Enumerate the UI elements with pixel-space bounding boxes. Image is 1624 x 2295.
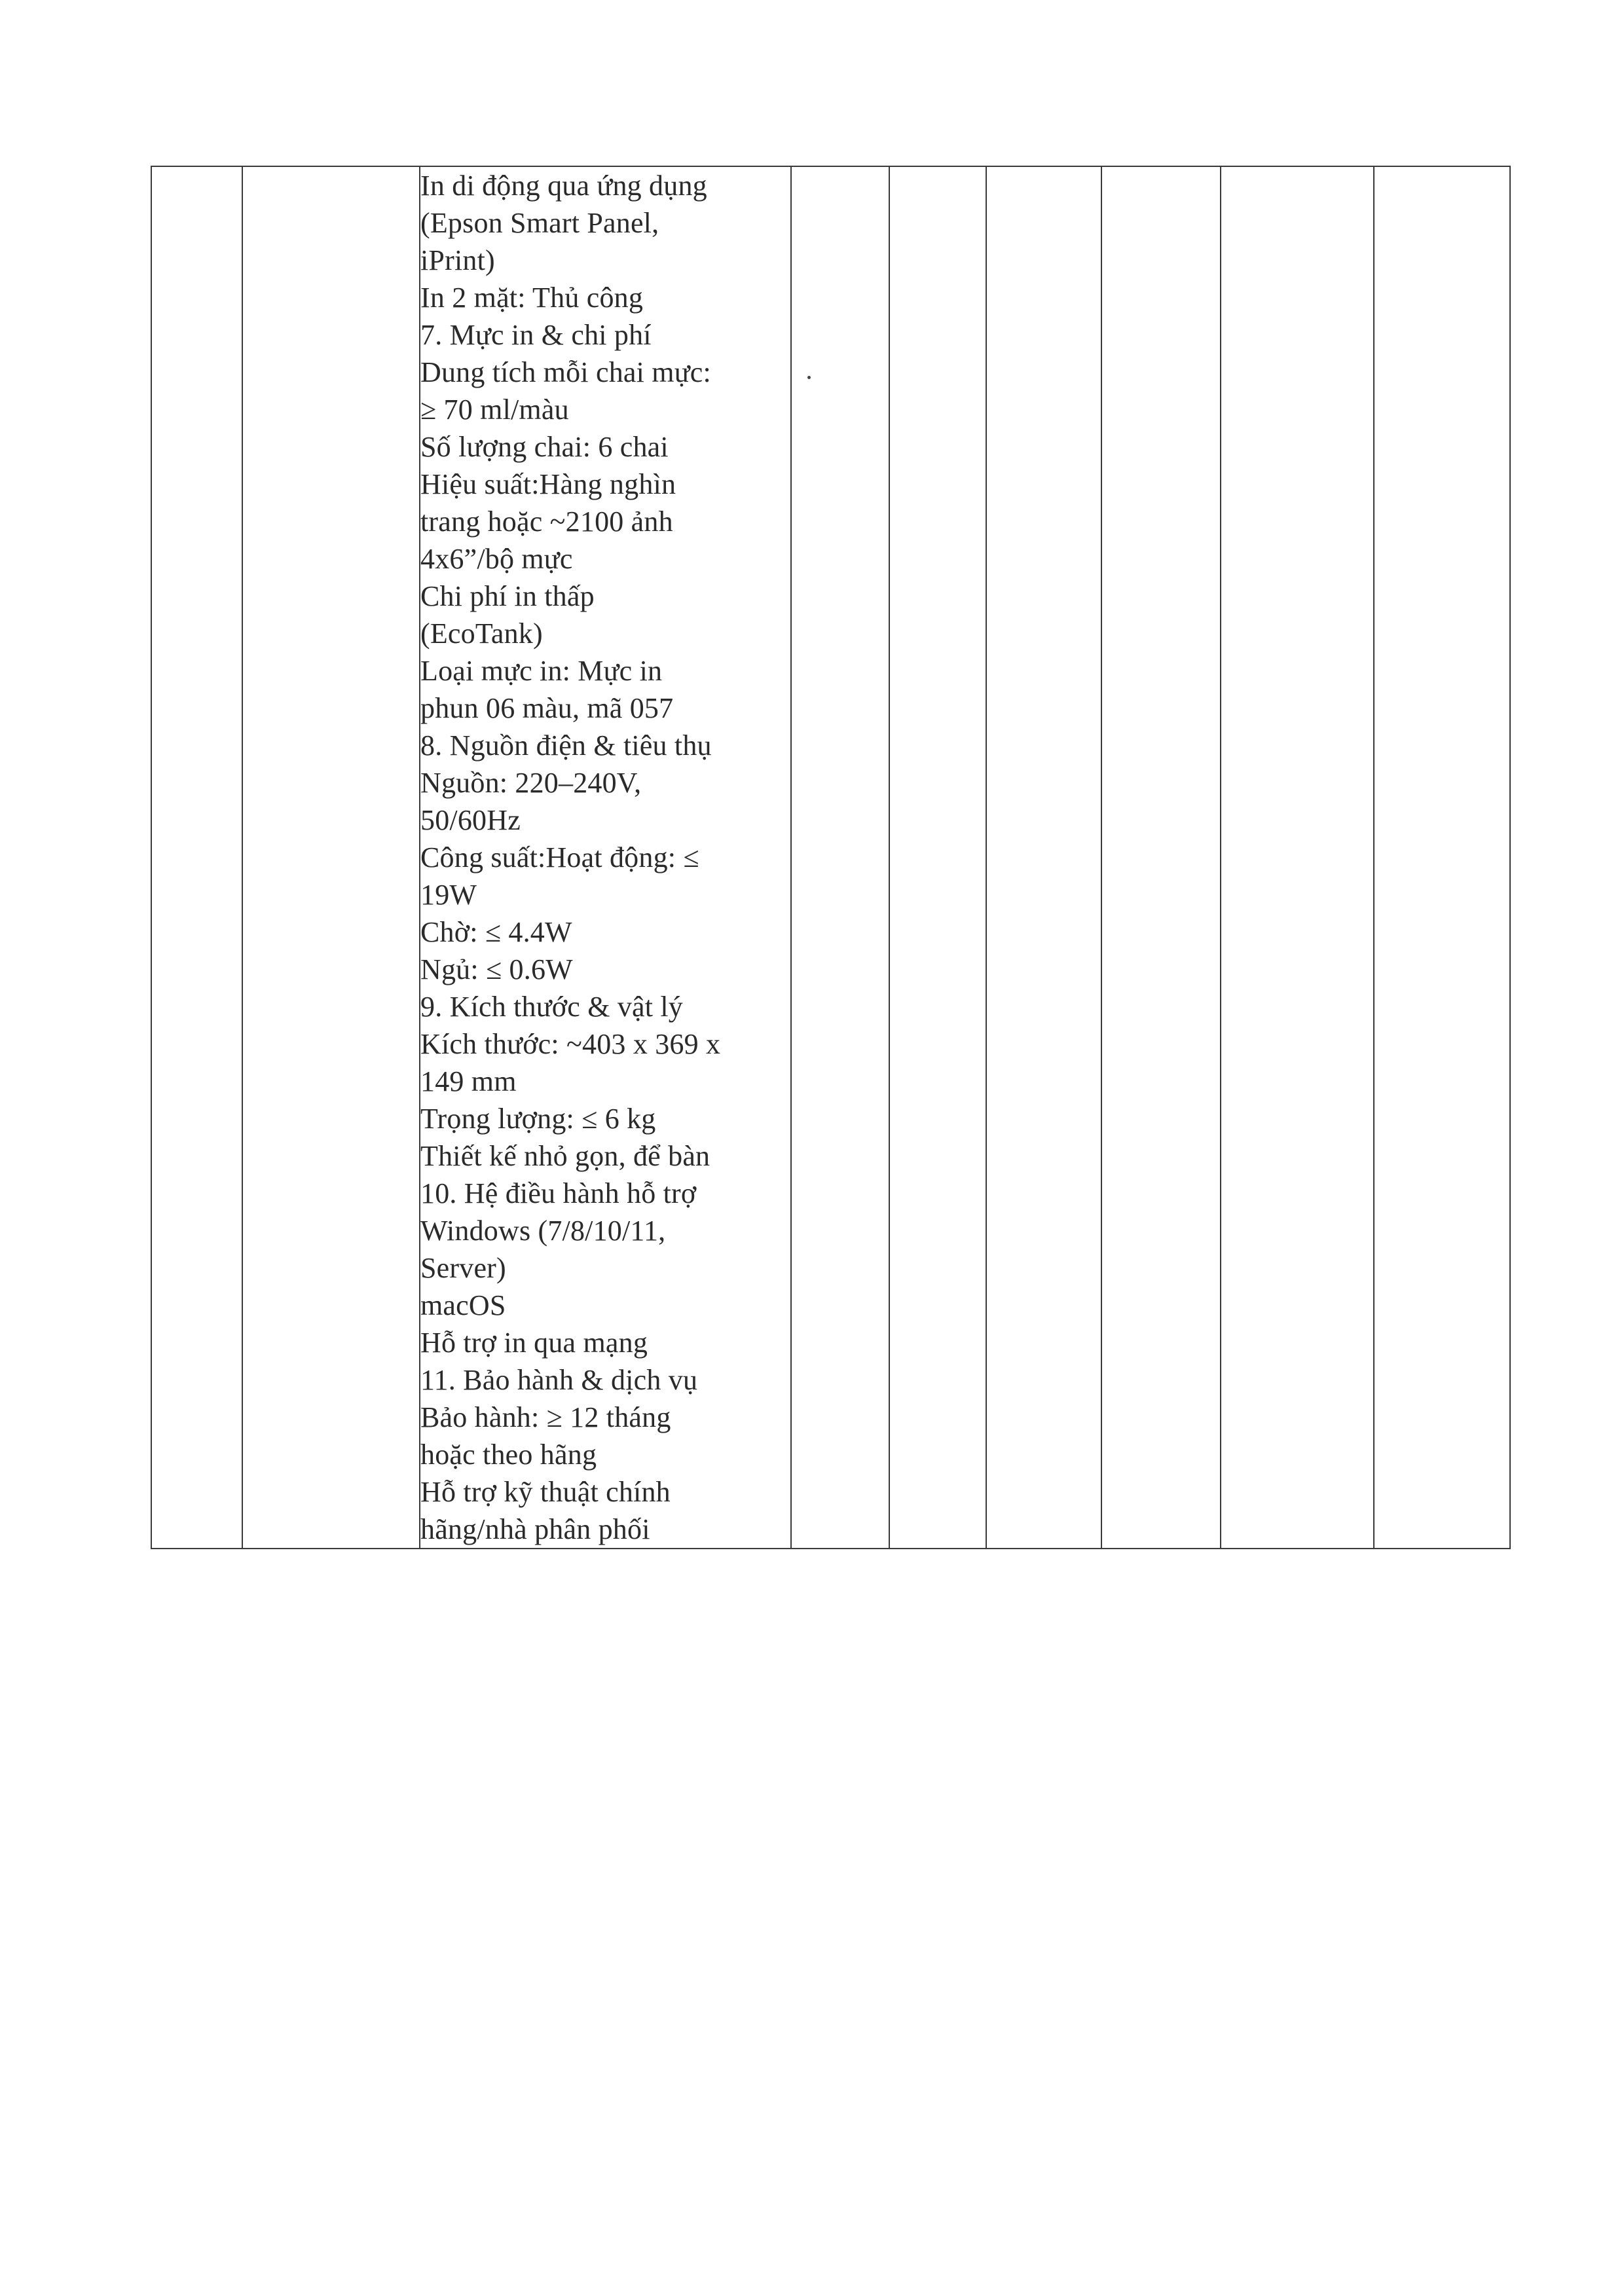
spec-line: 10. Hệ điều hành hỗ trợ [420,1177,697,1209]
spec-line: iPrint) [420,244,495,276]
spec-line: trang hoặc ~2100 ảnh [420,505,673,538]
spec-line: 7. Mực in & chi phí [420,319,652,351]
table-cell-col-7 [1101,166,1221,1549]
spec-line: Hỗ trợ kỹ thuật chính [420,1476,671,1508]
spec-line: hãng/nhà phân phối [420,1513,650,1545]
spec-line: Hỗ trợ in qua mạng [420,1327,648,1359]
spec-line: phun 06 màu, mã 057 [420,692,674,724]
table-cell-col-4 [791,166,889,1549]
scan-speck-dot [807,376,811,379]
spec-line: ≥ 70 ml/màu [420,394,569,426]
table-cell-col-1 [151,166,242,1549]
spec-line: Chi phí in thấp [420,580,595,612]
table-cell-specifications [420,166,791,1549]
spec-line: In 2 mặt: Thủ công [420,282,644,314]
spec-line: Hiệu suất:Hàng nghìn [420,468,676,500]
spec-line: Windows (7/8/10/11, [420,1215,666,1247]
table-cell-col-5 [889,166,986,1549]
spec-line: Ngủ: ≤ 0.6W [420,953,573,985]
spec-line: Thiết kế nhỏ gọn, để bàn [420,1140,710,1172]
spec-line: Nguồn: 220–240V, [420,767,642,799]
spec-line: 8. Nguồn điện & tiêu thụ [420,729,712,762]
spec-line: Công suất:Hoạt động: ≤ [420,841,699,873]
spec-line: Kích thước: ~403 x 369 x [420,1028,721,1060]
spec-line: In di động qua ứng dụng [420,170,707,202]
table-cell-col-9 [1374,166,1510,1549]
spec-line: Số lượng chai: 6 chai [420,431,669,463]
spec-line: 50/60Hz [420,804,521,836]
table-cell-col-2 [242,166,420,1549]
table-cell-col-6 [986,166,1101,1549]
spec-line: macOS [420,1289,506,1321]
spec-line: Loại mực in: Mực in [420,655,663,687]
spec-line: 149 mm [420,1065,517,1097]
spec-line: Server) [420,1252,506,1284]
specification-table [151,166,1511,1549]
spec-line: 11. Bảo hành & dịch vụ [420,1364,698,1396]
table-cell-col-8 [1221,166,1374,1549]
spec-line: (EcoTank) [420,617,543,650]
table-row [151,166,1510,1549]
spec-line: 4x6”/bộ mực [420,543,573,575]
spec-line: Bảo hành: ≥ 12 tháng [420,1401,671,1433]
spec-line: (Epson Smart Panel, [420,207,659,239]
spec-line: 9. Kích thước & vật lý [420,991,684,1023]
spec-line: Chờ: ≤ 4.4W [420,916,572,948]
spec-line: Dung tích mỗi chai mực: [420,356,711,388]
spec-line: hoặc theo hãng [420,1439,597,1471]
spec-line: Trọng lượng: ≤ 6 kg [420,1103,656,1135]
spec-line: 19W [420,879,477,911]
